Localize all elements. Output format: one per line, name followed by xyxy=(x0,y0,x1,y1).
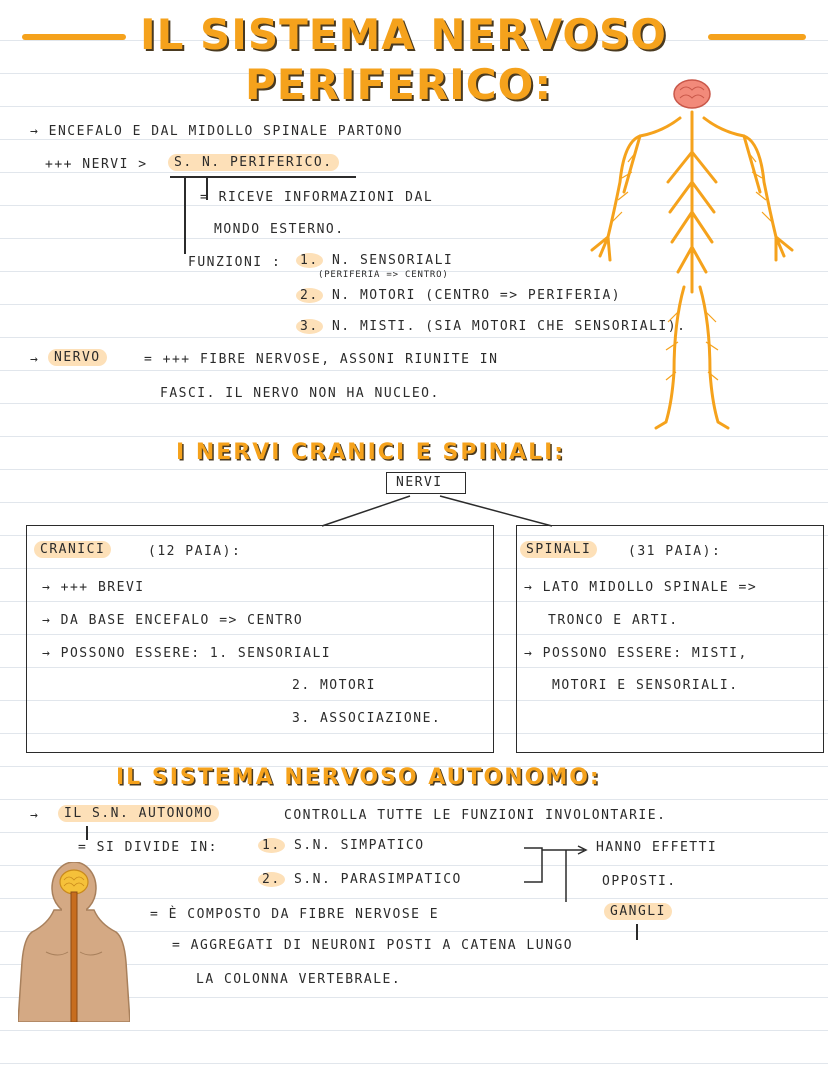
autonomic-part-1 xyxy=(258,838,425,853)
section2-title: I NERVI CRANICI E SPINALI: xyxy=(176,440,566,465)
function-2-text: N. MOTORI (CENTRO => PERIFERIA) xyxy=(331,288,622,303)
bracket-gangli xyxy=(636,924,638,940)
effects-bracket xyxy=(520,840,590,910)
nerve-arrow: → xyxy=(30,352,40,367)
part-2-number: 2. xyxy=(258,872,285,887)
page-title-line2: PERIFERICO: xyxy=(245,60,553,109)
autonomic-part-2 xyxy=(258,872,462,887)
part-1-number: 1. xyxy=(258,838,285,853)
spinal-nerves-box xyxy=(516,525,824,753)
aggregates-line2: LA COLONNA VERTEBRALE. xyxy=(196,972,402,987)
bracket-autonomic xyxy=(86,826,88,840)
spinal-title: SPINALI xyxy=(520,541,597,558)
nerve-definition-1: = +++ FIBRE NERVOSE, ASSONI RIUNITE IN xyxy=(144,352,499,367)
functions-label: FUNZIONI : xyxy=(188,255,282,270)
cranial-count: (12 PAIA): xyxy=(148,544,242,559)
autonomic-highlight: IL S.N. AUTONOMO xyxy=(58,805,219,822)
human-torso-figure xyxy=(18,862,130,1022)
divides-label: = SI DIVIDE IN: xyxy=(78,840,218,855)
function-1-note: (PERIFERIA => CENTRO) xyxy=(318,270,449,280)
effects-line2: OPPOSTI. xyxy=(602,874,677,889)
spinal-item-1: → LATO MIDOLLO SPINALE => xyxy=(524,580,758,595)
part-1-text: S.N. SIMPATICO xyxy=(293,838,425,853)
spinal-cord-icon xyxy=(71,892,77,1022)
spinal-item-2: TRONCO E ARTI. xyxy=(548,613,679,628)
cranial-title: CRANICI xyxy=(34,541,111,558)
function-3-number: 3. xyxy=(296,319,323,334)
spinal-item-4: MOTORI E SENSORIALI. xyxy=(552,678,739,693)
aggregates-line1: = AGGREGATI DI NEURONI POSTI A CATENA LUNGO xyxy=(172,938,574,953)
spinal-item-3: → POSSONO ESSERE: MISTI, xyxy=(524,646,748,661)
composed-line: = È COMPOSTO DA FIBRE NERVOSE E xyxy=(150,907,440,922)
intro-line1: → ENCEFALO E DAL MIDOLLO SPINALE PARTONO xyxy=(30,124,404,139)
spinal-count: (31 PAIA): xyxy=(628,544,722,559)
effects-line1: HANNO EFFETTI xyxy=(596,840,718,855)
autonomic-arrow: → xyxy=(30,808,40,823)
nerve-definition-2: FASCI. IL NERVO NON HA NUCLEO. xyxy=(160,386,440,401)
cranial-item-3: → POSSONO ESSERE: 1. SENSORIALI xyxy=(42,646,332,661)
part-2-text: S.N. PARASIMPATICO xyxy=(293,872,462,887)
nerves-root-label: NERVI xyxy=(396,475,443,490)
cranial-item-1: → +++ BREVI xyxy=(42,580,145,595)
intro-line2-prefix: +++ NERVI > xyxy=(45,157,148,172)
receives-line2: MONDO ESTERNO. xyxy=(214,222,345,237)
torso-brain-icon xyxy=(60,870,88,894)
tree-connector xyxy=(0,0,828,540)
receives-line1: = RICEVE INFORMAZIONI DAL xyxy=(200,190,434,205)
cranial-item-2: → DA BASE ENCEFALO => CENTRO xyxy=(42,613,304,628)
gangli-highlight: GANGLI xyxy=(604,903,672,920)
function-3-text: N. MISTI. (SIA MOTORI CHE SENSORIALI). xyxy=(331,319,687,334)
page-title-line1: IL SISTEMA NERVOSO xyxy=(140,10,668,59)
section3-title: IL SISTEMA NERVOSO AUTONOMO: xyxy=(116,765,601,790)
function-1-number: 1. xyxy=(296,253,323,268)
autonomic-line1-rest: CONTROLLA TUTTE LE FUNZIONI INVOLONTARIE. xyxy=(284,808,667,823)
function-1-text: N. SENSORIALI xyxy=(331,253,454,268)
nerve-highlight: NERVO xyxy=(48,349,107,366)
cranial-subitem-1: 2. MOTORI xyxy=(292,678,376,693)
function-2-number: 2. xyxy=(296,288,323,303)
peripheral-ns-highlight: S. N. PERIFERICO. xyxy=(168,154,339,171)
cranial-subitem-2: 3. ASSOCIAZIONE. xyxy=(292,711,442,726)
